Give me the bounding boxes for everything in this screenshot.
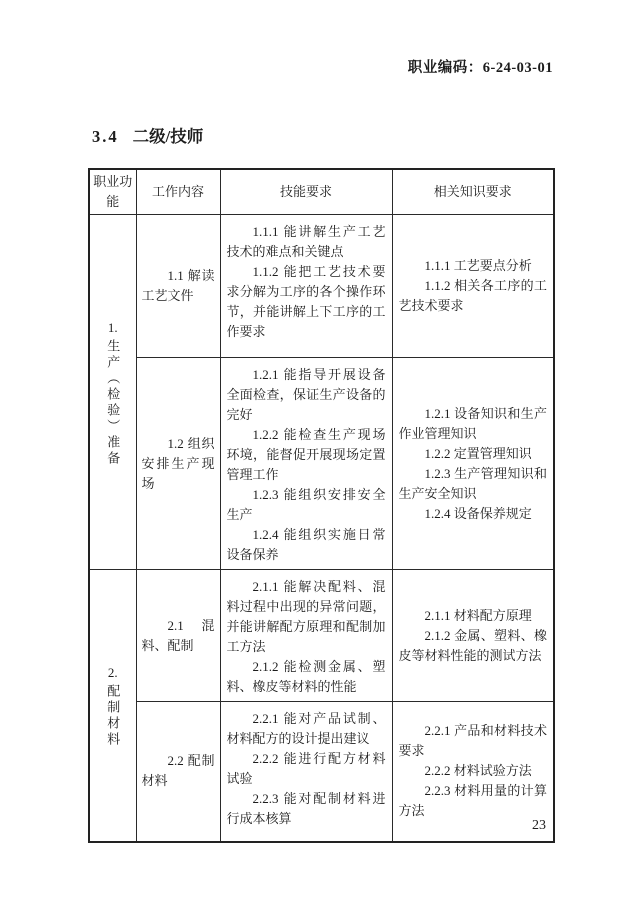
knowledge-item: 2.2.3 材料用量的计算方法 [398, 783, 547, 819]
work-content-cell [136, 358, 220, 570]
function-number: 2. [107, 665, 118, 681]
skill-item: 2.2.3 能对配制材料进行成本核算 [226, 791, 386, 826]
skill-item: 2.2.2 能进行配方材料试验 [226, 751, 386, 786]
section-title-text: 二级/技师 [132, 127, 204, 146]
occupation-code: 职业编码：6-24-03-01 [407, 60, 553, 76]
skill-item: 1.2.4 能组织实施日常设备保养 [226, 527, 386, 562]
skill-cell [220, 215, 392, 358]
section-title [92, 123, 641, 147]
table-header-row [89, 169, 554, 215]
skill-item: 1.1.1 能讲解生产工艺技术的难点和关键点 [226, 224, 386, 259]
knowledge-item: 2.1.1 材料配方原理 [424, 607, 532, 623]
skill-item: 2.1.2 能检测金属、塑料、橡皮等材料的性能 [226, 659, 386, 694]
skill-cell [220, 702, 392, 842]
knowledge-cell [392, 702, 554, 842]
function-label: 配制材料 [105, 684, 121, 749]
header-function: 职业功能 [89, 169, 136, 215]
section-number: 3.4 [92, 127, 119, 146]
header-knowledge-requirements: 相关知识要求 [392, 169, 554, 215]
knowledge-cell [392, 358, 554, 570]
function-cell [89, 570, 136, 842]
header-work-content: 工作内容 [136, 169, 220, 215]
table-row [89, 702, 554, 842]
knowledge-item: 2.1.2 金属、塑料、橡皮等材料性能的测试方法 [398, 627, 547, 663]
work-content: 1.2 组织安排生产现场 [141, 435, 215, 491]
function-text [106, 662, 119, 748]
knowledge-item: 1.2.4 设备保养规定 [424, 505, 532, 521]
header-skill-requirements: 技能要求 [220, 169, 392, 215]
work-content-cell [136, 570, 220, 702]
skill-cell [220, 358, 392, 570]
skill-item: 1.2.1 能指导开展设备全面检查，保证生产设备的完好 [226, 367, 386, 422]
table-row [89, 570, 554, 702]
knowledge-item: 1.1.1 工艺要点分析 [424, 258, 532, 273]
work-content-cell [136, 702, 220, 842]
occupational-standard-table [88, 168, 555, 843]
table-row [89, 358, 554, 570]
skill-item: 2.1.1 能解决配料、混料过程中出现的异常问题，并能讲解配方原理和配制加工方法 [226, 579, 386, 654]
skill-item: 1.1.2 能把工艺技术要求分解为工序的各个操作环节，并能讲解上下工序的工作要求 [226, 264, 386, 339]
skill-item: 1.2.3 能组织安排安全生产 [226, 487, 386, 522]
table-row [89, 215, 554, 358]
function-cell [89, 215, 136, 570]
knowledge-item: 1.2.1 设备知识和生产作业管理知识 [398, 405, 547, 441]
skill-item: 2.2.1 能对产品试制、材料配方的设计提出建议 [226, 711, 386, 746]
knowledge-cell [392, 570, 554, 702]
work-content: 2.2 配制材料 [141, 753, 215, 789]
work-content-cell [136, 215, 220, 358]
knowledge-item: 1.2.2 定置管理知识 [424, 445, 532, 461]
function-number: 1. [107, 320, 118, 335]
skill-cell [220, 570, 392, 702]
skill-item: 1.2.2 能检查生产现场环境，能督促开展现场定置管理工作 [226, 427, 386, 482]
knowledge-item: 1.1.2 相关各工序的工艺技术要求 [398, 278, 547, 313]
knowledge-item: 2.2.1 产品和材料技术要求 [398, 723, 547, 759]
function-label: 生产（检验）准备 [105, 339, 121, 467]
work-content: 1.1 解读工艺文件 [141, 268, 215, 303]
knowledge-item: 1.2.3 生产管理知识和生产安全知识 [398, 465, 547, 501]
page-number: 23 [532, 818, 546, 833]
work-content: 2.1 混料、配制 [141, 617, 215, 653]
function-text [106, 317, 119, 467]
knowledge-cell [392, 215, 554, 358]
knowledge-item: 2.2.2 材料试验方法 [424, 763, 532, 779]
